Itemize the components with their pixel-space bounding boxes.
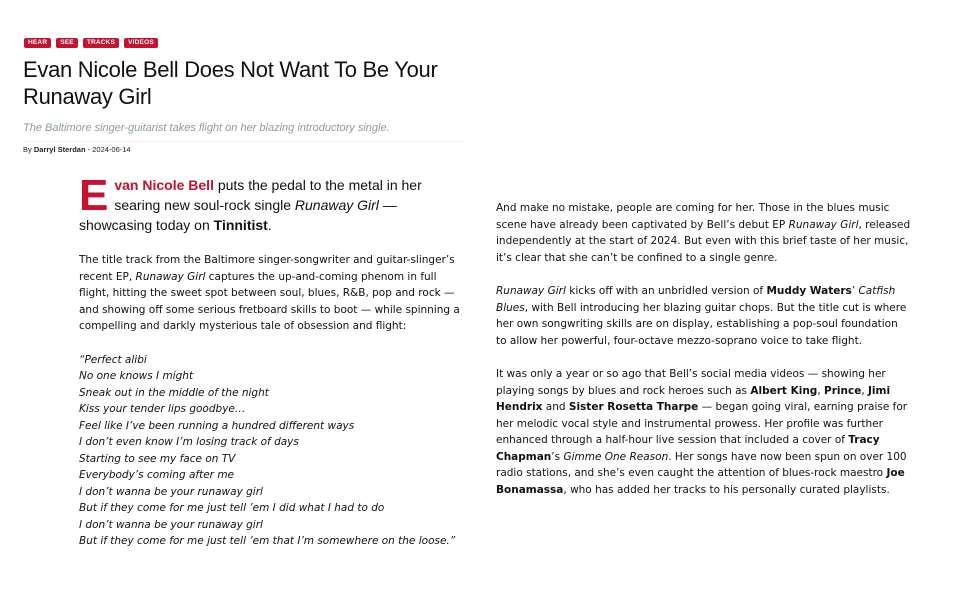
lyric-line: But if they come for me just tell ’em I did what I had to do [79, 502, 385, 514]
article-subtitle: The Baltimore singer-guitarist takes flight on her blazing introductory single. [23, 122, 390, 134]
tag-tracks[interactable]: TRACKS [83, 38, 119, 48]
lyric-line: “Perfect alibi [79, 353, 147, 366]
drop-cap: E [79, 171, 109, 220]
lyrics-block [79, 352, 465, 550]
lyric-line: Everybody’s coming after me [79, 469, 235, 481]
byline [23, 145, 131, 154]
body-paragraph: The title track from the Baltimore singer-songwriter and guitar-slinger’s recent EP, Runaway Girl captures the up-and-coming phenom in full flight, hitting the sweet spot between soul, blues, R&B, pop and rock — and showing off some serious fretboard skills to boot — while spinning a compelling and darkly mysterious tale of obsession and flight: [79, 254, 460, 332]
byline-separator: - [87, 145, 91, 154]
byline-prefix: By [23, 145, 32, 154]
tag-videos[interactable]: VIDEOS [124, 38, 158, 48]
author-link[interactable]: Darryl Sterdan [33, 145, 86, 154]
lead-text: . [267, 217, 272, 233]
lead-text: — showcasing today on [79, 197, 397, 233]
publish-date: 2024-06-14 [92, 145, 131, 154]
body-paragraph: And make no mistake, people are coming for her. Those in the blues music scene have already been captivated by Bell’s debut EP Runaway Girl, released independently at the start of 2024. But even with this brief taste of her music, it’s clear that she can’t be confined to a single genre. [496, 202, 911, 264]
lyric-line: Sneak out in the middle of the night [79, 386, 269, 399]
article-column-left [79, 171, 465, 550]
lead-paragraph [79, 171, 465, 235]
artist-name: van Nicole Bell [114, 177, 214, 193]
song-title: Runaway Girl [294, 197, 379, 213]
lyric-line: I don’t wanna be your runaway girl [79, 485, 263, 498]
lyric-line: But if they come for me just tell ’em that I’m somewhere on the loose.” [79, 535, 456, 547]
tag-hear[interactable]: HEAR [24, 38, 51, 48]
lyric-line: Feel like I’ve been running a hundred different ways [79, 419, 355, 432]
lyric-line: No one knows I might [79, 370, 194, 382]
lead-text: puts the pedal to the metal in her searing new soul-rock single [114, 177, 422, 213]
tag-see[interactable]: SEE [56, 38, 78, 48]
site-name: Tinnitist [213, 217, 268, 233]
category-tags [24, 38, 158, 48]
lyric-line: I don’t wanna be your runaway girl [79, 518, 263, 531]
body-paragraph: It was only a year or so ago that Bell’s social media videos — showing her playing songs by blues and rock heroes such as Albert King, Prince, Jimi Hendrix and Sister Rosetta Tharpe — began going viral, earning praise for her melodic vocal style and instrumental prowess. Her profile was further enhanced through a half-hour live session that included a cover of Tracy Chapman’s Gimme One Reason. Her songs have now been spun on over 100 radio stations, and she’s even caught the attention of blues-rock maestro Joe Bonamassa, who has added her tracks to his personally curated playlists. [496, 368, 908, 496]
lyric-line: I don’t even know I’m losing track of days [79, 436, 299, 448]
article-column-right [496, 200, 911, 515]
article-title: Evan Nicole Bell Does Not Want To Be Your Runaway Girl [23, 57, 438, 109]
lyric-line: Starting to see my face on TV [79, 452, 236, 465]
body-paragraph: Runaway Girl kicks off with an unbridled version of Muddy Waters’ Catfish Blues, with Bell introducing her blazing guitar chops. But the title cut is where her own songwriting skills are on display, establishing a pop-soul foundation to allow her powerful, four-octave mezzo-soprano voice to take flight. [496, 285, 907, 347]
subtitle-divider [23, 141, 463, 142]
lyric-line: Kiss your tender lips goodbye… [79, 403, 246, 415]
